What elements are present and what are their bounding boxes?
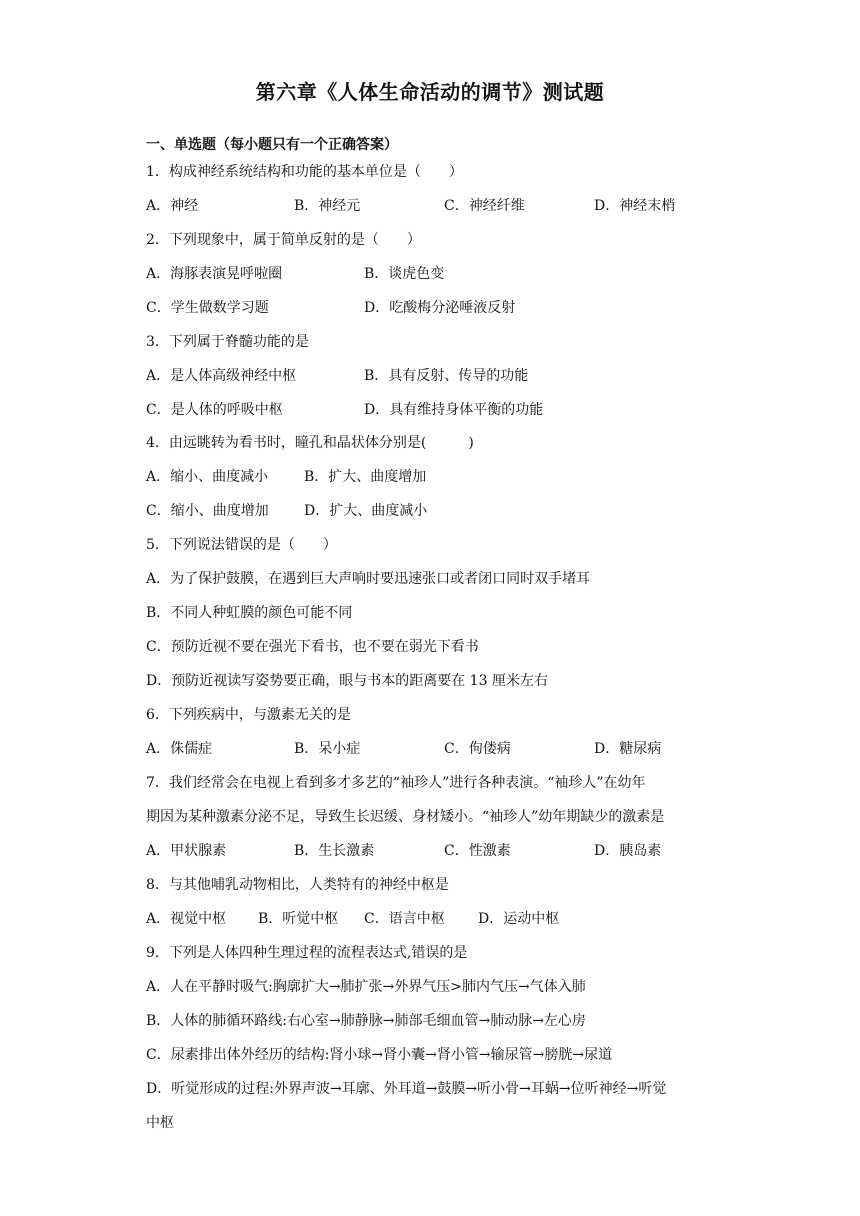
q6-option-b: B．呆小症 bbox=[294, 741, 361, 757]
q5-option-d: D．预防近视读写姿势要正确，眼与书本的距离要在 13 厘米左右 bbox=[146, 673, 548, 689]
q5-option-c: C．预防近视不要在强光下看书，也不要在弱光下看书 bbox=[146, 639, 479, 655]
q3-option-a: A．是人体高级神经中枢 bbox=[146, 368, 297, 384]
q6-option-d: D．糖尿病 bbox=[594, 741, 662, 757]
q8-option-c: C．语言中枢 bbox=[364, 911, 445, 927]
question-4-stem: 4．由远眺转为看书时，瞳孔和晶状体分别是( ) bbox=[146, 435, 474, 451]
q3-option-d: D．具有维持身体平衡的功能 bbox=[364, 402, 544, 418]
page-title: 第六章《人体生命活动的调节》测试题 bbox=[255, 80, 605, 104]
q1-option-b: B．神经元 bbox=[294, 198, 361, 214]
question-2-stem: 2．下列现象中，属于简单反射的是（ ） bbox=[146, 232, 421, 248]
q7-option-b: B．生长激素 bbox=[294, 843, 375, 859]
q8-option-b: B．听觉中枢 bbox=[258, 911, 339, 927]
q6-option-c: C．佝偻病 bbox=[444, 741, 511, 757]
q2-option-b: B．谈虎色变 bbox=[364, 266, 445, 282]
q7-option-a: A．甲状腺素 bbox=[146, 843, 227, 859]
question-7-stem-line-2: 期因为某种激素分泌不足，导致生长迟缓、身材矮小。“袖珍人”幼年期缺少的激素是 bbox=[146, 809, 665, 825]
question-3-stem: 3．下列属于脊髓功能的是 bbox=[146, 334, 309, 350]
q4-option-c: C．缩小、曲度增加 bbox=[146, 503, 269, 519]
q7-option-d: D．胰岛素 bbox=[594, 843, 662, 859]
q9-option-a: A．人在平静时吸气:胸廓扩大→肺扩张→外界气压>肺内气压→气体入肺 bbox=[146, 979, 586, 995]
section-heading: 一、单选题（每小题只有一个正确答案） bbox=[146, 137, 398, 153]
q5-option-b: B．不同人种虹膜的颜色可能不同 bbox=[146, 605, 353, 621]
question-1-stem: 1．构成神经系统结构和功能的基本单位是（ ） bbox=[146, 164, 463, 180]
question-6-stem: 6．下列疾病中，与激素无关的是 bbox=[146, 707, 351, 723]
question-5-stem: 5．下列说法错误的是（ ） bbox=[146, 537, 337, 553]
q6-option-a: A．侏儒症 bbox=[146, 741, 213, 757]
q1-option-a: A．神经 bbox=[146, 198, 199, 214]
q9-option-b: B．人体的肺循环路线:右心室→肺静脉→肺部毛细血管→肺动脉→左心房 bbox=[146, 1013, 586, 1029]
q2-option-a: A．海豚表演晃呼啦圈 bbox=[146, 266, 283, 282]
q4-option-d: D．扩大、曲度减小 bbox=[304, 503, 428, 519]
q4-option-b: B．扩大、曲度增加 bbox=[304, 469, 427, 485]
q8-option-d: D．运动中枢 bbox=[478, 911, 560, 927]
q2-option-c: C．学生做数学习题 bbox=[146, 300, 269, 316]
q9-option-d: D．听觉形成的过程:外界声波→耳廓、外耳道→鼓膜→听小骨→耳蜗→位听神经→听觉 bbox=[146, 1081, 667, 1097]
q9-option-c: C．尿素排出体外经历的结构:肾小球→肾小囊→肾小管→输尿管→膀胱→尿道 bbox=[146, 1047, 613, 1063]
q8-option-a: A．视觉中枢 bbox=[146, 911, 227, 927]
question-7-stem-line-1: 7．我们经常会在电视上看到多才多艺的“袖珍人”进行各种表演。“袖珍人”在幼年 bbox=[146, 775, 646, 791]
question-8-stem: 8．与其他哺乳动物相比，人类特有的神经中枢是 bbox=[146, 877, 449, 893]
q1-option-c: C．神经纤维 bbox=[444, 198, 525, 214]
q4-option-a: A．缩小、曲度减小 bbox=[146, 469, 269, 485]
q9-option-d-continued: 中枢 bbox=[146, 1115, 174, 1131]
q3-option-b: B．具有反射、传导的功能 bbox=[364, 368, 529, 384]
q7-option-c: C．性激素 bbox=[444, 843, 511, 859]
q1-option-d: D．神经末梢 bbox=[594, 198, 676, 214]
q2-option-d: D．吃酸梅分泌唾液反射 bbox=[364, 300, 516, 316]
q3-option-c: C．是人体的呼吸中枢 bbox=[146, 402, 283, 418]
q5-option-a: A．为了保护鼓膜，在遇到巨大声响时要迅速张口或者闭口同时双手堵耳 bbox=[146, 571, 591, 587]
question-9-stem: 9．下列是人体四种生理过程的流程表达式,错误的是 bbox=[146, 945, 468, 961]
